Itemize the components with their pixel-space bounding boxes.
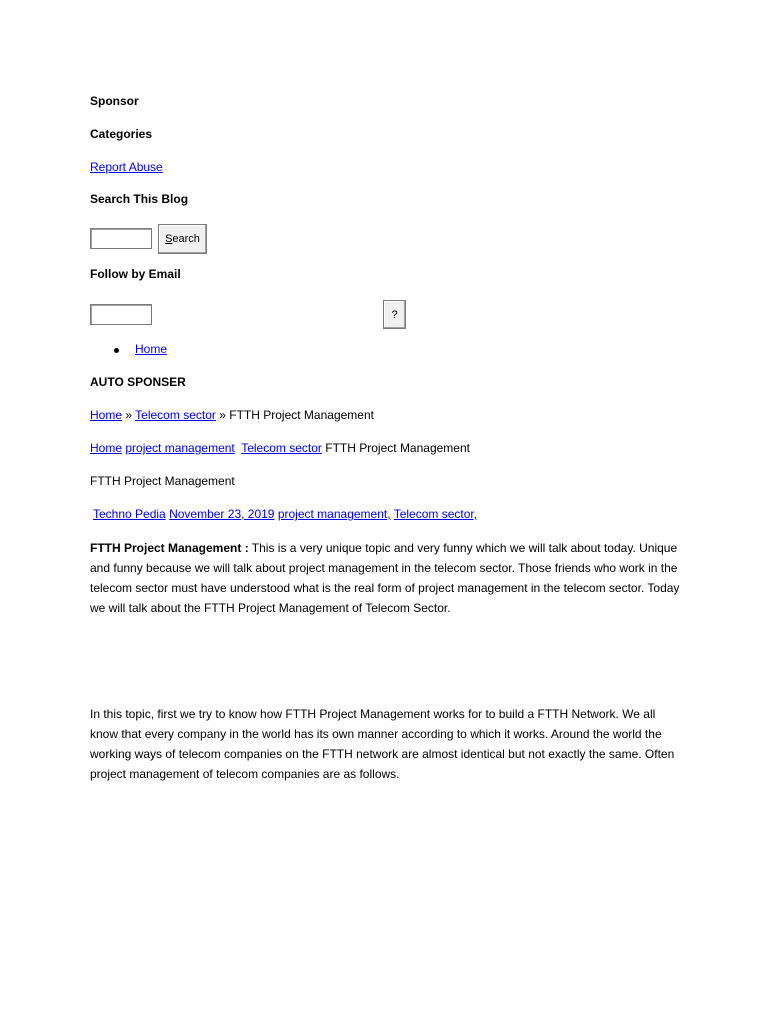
post-label-link[interactable]: Telecom sector, [393, 507, 478, 521]
breadcrumb-home-link[interactable]: Home [90, 408, 123, 422]
follow-email-input[interactable] [90, 304, 152, 325]
search-button-label: earch [172, 233, 200, 245]
list-bullet [114, 348, 119, 353]
breadcrumb2-category-link[interactable]: project management [125, 441, 235, 455]
breadcrumb-separator: » [219, 408, 226, 422]
breadcrumb2-home-link[interactable]: Home [90, 441, 123, 455]
breadcrumb2-category-link[interactable]: Telecom sector [241, 441, 322, 455]
post-lead-term: FTTH Project Management : [90, 541, 249, 555]
breadcrumb [90, 408, 374, 422]
follow-by-email-heading: Follow by Email [90, 267, 181, 281]
post-label-link[interactable]: project management, [277, 507, 391, 521]
report-abuse-link[interactable]: Report Abuse [90, 160, 163, 174]
post-paragraph-text: This is a very unique topic and very funny which we will talk about today. Unique and funny because we will talk about project management in the telecom sector. Those friends who work in the telecom sector must have understood what is the real form of project management in the telecom sector. Today we will talk about the FTTH Project Management of Telecom Sector. [90, 541, 680, 615]
post-author-link[interactable]: Techno Pedia [93, 507, 166, 521]
search-heading: Search This Blog [90, 192, 189, 206]
search-input[interactable] [90, 228, 152, 249]
post-meta [93, 507, 477, 521]
breadcrumb-category-link[interactable]: Telecom sector [135, 408, 216, 422]
nav-item-home[interactable]: Home [135, 342, 168, 356]
post-paragraph: In this topic, first we try to know how FTTH Project Management works for to build a FTTH Network. We all know that every company in the world has its own manner according to which it works. Around the world the working ways of telecom companies on the FTTH network are almost identical but not exactly the same. Often project management of telecom companies are as follows. [90, 707, 675, 781]
breadcrumb-separator: » [125, 408, 133, 422]
categories-heading: Categories [90, 127, 153, 141]
post-title: FTTH Project Management [90, 474, 235, 488]
search-button[interactable] [158, 224, 207, 254]
sponsor-heading: Sponsor [90, 94, 139, 108]
post-paragraph [90, 538, 680, 618]
follow-submit-button[interactable]: ? [383, 300, 406, 329]
search-button-accesskey: S [165, 233, 173, 245]
post-date-link[interactable]: November 23, 2019 [169, 507, 275, 521]
breadcrumb2-current: FTTH Project Management [325, 441, 470, 455]
breadcrumb-secondary [90, 441, 470, 455]
auto-sponsor-heading: AUTO SPONSER [90, 375, 186, 389]
breadcrumb-current: FTTH Project Management [229, 408, 374, 422]
